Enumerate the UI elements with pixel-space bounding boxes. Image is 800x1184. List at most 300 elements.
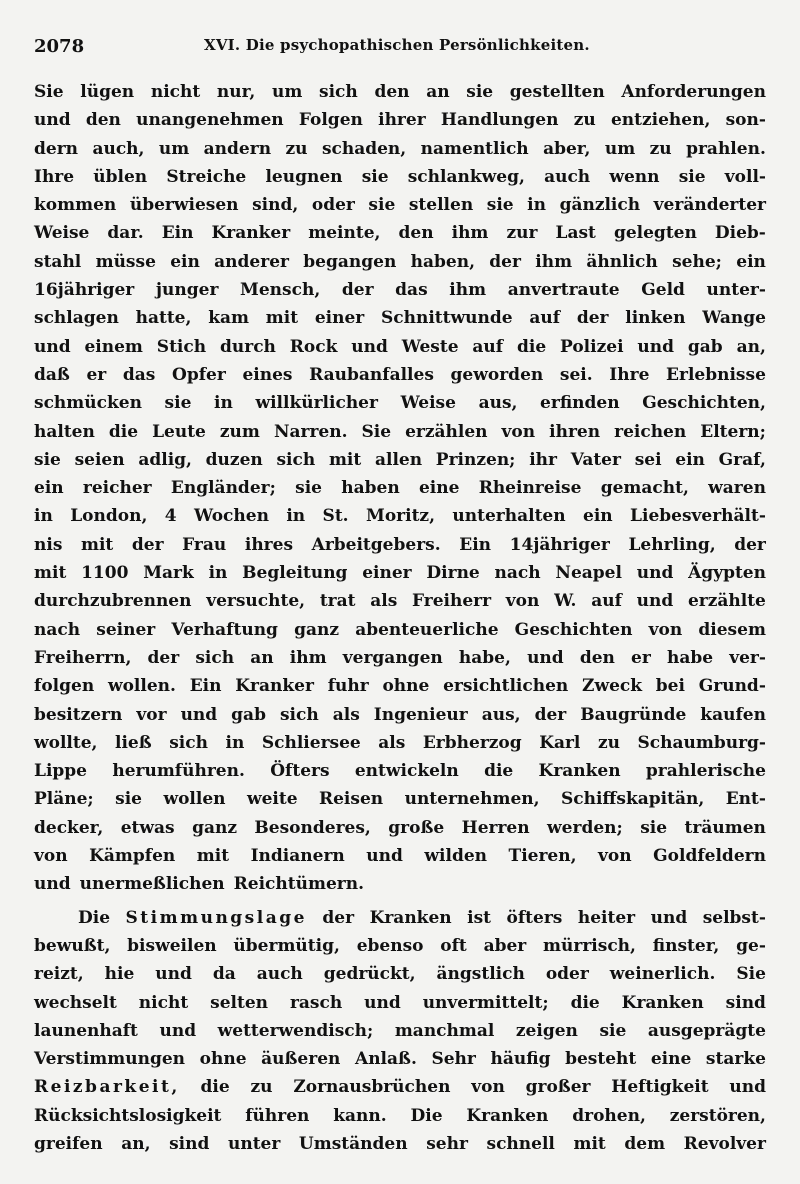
word: ihrer <box>378 110 426 131</box>
word: Sie <box>34 82 64 102</box>
word: wetterwendisch; <box>217 1020 374 1041</box>
word: Die <box>410 1105 443 1126</box>
word: besitzern <box>34 704 123 725</box>
word: um <box>604 138 636 159</box>
word: reicher <box>82 478 152 499</box>
word: Dirne <box>426 563 480 584</box>
word: ver- <box>729 647 766 668</box>
word: abenteuerliche <box>355 619 499 640</box>
word: adlig, <box>138 449 192 470</box>
word: Zweck <box>582 676 643 697</box>
word: sie <box>466 82 494 102</box>
word: und <box>351 336 388 357</box>
word: das <box>122 364 156 385</box>
word: ein <box>736 251 766 272</box>
word: und <box>34 110 71 131</box>
word: W. <box>554 591 577 612</box>
word: Weise <box>400 393 456 414</box>
word: Streiche <box>166 166 247 187</box>
text-line <box>34 135 766 163</box>
word: prahlerische <box>645 761 766 782</box>
word: entziehen, <box>610 110 711 131</box>
word: wenn <box>609 166 660 187</box>
word: und <box>364 992 401 1013</box>
word: sich <box>276 449 316 470</box>
word: schmücken <box>34 393 142 414</box>
text-line <box>34 219 766 247</box>
word: ihren <box>549 421 601 442</box>
word: wollte, <box>34 732 98 753</box>
word: unter <box>227 1133 281 1154</box>
word: lügen <box>80 82 135 102</box>
word: wechselt <box>34 992 117 1013</box>
text-line <box>34 644 766 672</box>
word: und <box>155 964 192 985</box>
word: Ingenieur <box>373 704 468 725</box>
word: Revolver <box>683 1133 766 1154</box>
word: an, <box>121 1133 151 1154</box>
word: erzählte <box>687 591 766 612</box>
word: Engländer; <box>170 478 276 499</box>
word: Raubanfalles <box>309 364 434 385</box>
word: versuchte, <box>206 591 306 612</box>
word: Karl <box>539 732 581 753</box>
word: ähnlich <box>586 251 658 272</box>
word: 4 <box>164 506 177 527</box>
word: zu <box>649 138 672 159</box>
text-line <box>34 531 766 559</box>
word: die <box>484 761 514 782</box>
word: die <box>200 1077 230 1098</box>
word: besteht <box>565 1049 637 1070</box>
word: andern <box>203 138 272 159</box>
word: erfinden <box>540 393 620 414</box>
word: Schiffskapitän, <box>560 789 705 810</box>
text-line <box>34 361 766 389</box>
text-line <box>34 904 766 932</box>
word: voll- <box>724 166 766 187</box>
text-line <box>34 587 766 615</box>
word: duzen <box>205 449 263 470</box>
word: zu <box>285 138 308 159</box>
word: Ein <box>189 676 222 697</box>
word: finster, <box>652 935 720 956</box>
word: zu <box>573 110 596 131</box>
word: aber <box>483 935 527 956</box>
word: auch <box>256 964 303 985</box>
word: seien <box>74 449 125 470</box>
word: sehe; <box>672 251 722 272</box>
word: und <box>34 336 71 357</box>
text-line <box>34 191 766 219</box>
word: von <box>598 846 632 867</box>
word: 1100 <box>81 563 129 584</box>
word: Freiherr <box>411 591 492 612</box>
word: Tieren, <box>508 846 577 867</box>
word: Rücksichtslosigkeit <box>34 1105 222 1126</box>
word: gänzlich <box>559 195 641 216</box>
word: schaden, <box>321 138 407 159</box>
word: weite <box>246 789 298 810</box>
word: mit <box>80 534 114 555</box>
word: vor <box>136 704 167 725</box>
word: ängstlich <box>436 964 525 985</box>
word: Baugründe <box>580 704 687 725</box>
text-line <box>34 333 766 361</box>
word: an, <box>736 336 766 357</box>
word: sie <box>678 166 706 187</box>
word: Eltern; <box>700 421 766 442</box>
word: ebenso <box>356 935 424 956</box>
word: träumen <box>684 817 766 838</box>
word: sie <box>640 817 668 838</box>
word: unterhalten <box>452 506 566 527</box>
word: ist <box>467 907 492 928</box>
word: müsse <box>95 251 156 272</box>
word: bei <box>655 676 685 697</box>
word: geworden <box>450 364 544 385</box>
word: einer <box>314 308 365 329</box>
word: oder <box>545 964 589 985</box>
word: heiter <box>577 907 636 928</box>
word: eines <box>242 364 293 385</box>
word: den <box>85 110 121 131</box>
word: ein <box>583 506 613 527</box>
running-head: XVI. Die psychopathischen Persönlichkeiten. <box>204 36 590 54</box>
word: veränderter <box>653 195 766 216</box>
word: Lippe <box>34 761 88 782</box>
word: Pläne; <box>34 789 94 810</box>
word: launenhaft <box>34 1020 138 1041</box>
word: und <box>34 874 71 895</box>
word: Moritz, <box>366 506 435 527</box>
word: er <box>86 364 107 385</box>
word: Ihre <box>609 364 650 385</box>
word: selbst- <box>702 907 766 928</box>
text-line <box>34 304 766 332</box>
word: London, <box>70 506 148 527</box>
word: den <box>398 223 434 244</box>
text-line <box>34 389 766 417</box>
word: ohne <box>382 676 430 697</box>
word: stahl <box>34 251 82 272</box>
word: reizt, <box>34 964 84 985</box>
word: schnell <box>486 1133 555 1154</box>
word: Stimmungslage <box>125 907 307 928</box>
word: allen <box>374 449 423 470</box>
word: Kranken <box>538 761 621 782</box>
word: namentlich <box>420 138 529 159</box>
word: Grund- <box>698 676 766 697</box>
word: an <box>426 82 450 102</box>
word: Reisen <box>318 789 384 810</box>
text-line <box>34 446 766 474</box>
word: Ägypten <box>688 563 766 584</box>
word: selten <box>210 992 268 1013</box>
word: Stich <box>156 336 207 357</box>
word: hatte, <box>135 308 192 329</box>
page-body <box>34 78 766 1158</box>
word: Folgen <box>298 110 363 131</box>
word: eine <box>418 478 460 499</box>
word: leugnen <box>265 166 343 187</box>
word: sie <box>115 789 143 810</box>
word: das <box>395 280 428 301</box>
text-line <box>34 559 766 587</box>
paragraph <box>34 904 766 1159</box>
word: bewußt, <box>34 935 111 956</box>
word: aus, <box>478 393 518 414</box>
text-line <box>34 1073 766 1101</box>
word: sie <box>368 195 396 216</box>
word: Erlebnisse <box>666 364 766 385</box>
word: weinerlich. <box>609 964 716 985</box>
word: kommen <box>34 195 117 216</box>
word: Verhaftung <box>171 619 278 640</box>
text-line <box>34 1102 766 1130</box>
word: Besonderes, <box>254 817 371 838</box>
word: mürrisch, <box>543 935 636 956</box>
word: und <box>366 846 403 867</box>
word: nicht <box>138 992 189 1013</box>
text-line <box>34 418 766 446</box>
word: Geschichten, <box>642 393 766 414</box>
word: anvertraute <box>507 280 620 301</box>
word: einer <box>362 563 412 584</box>
word: Rock <box>289 336 338 357</box>
word: Schaumburg- <box>637 732 766 753</box>
word: der <box>734 534 766 555</box>
word: Schliersee <box>261 732 361 753</box>
text-line <box>34 1045 766 1073</box>
word: häufig <box>490 1049 551 1070</box>
word: Kranken <box>466 1105 549 1126</box>
word: schlankweg, <box>407 166 525 187</box>
word: überwiesen <box>129 195 239 216</box>
text-line <box>34 960 766 988</box>
word: der <box>322 907 355 928</box>
word: sie <box>164 393 192 414</box>
word: Wange <box>702 308 766 329</box>
word: sie <box>486 195 514 216</box>
word: Freiherrn, <box>34 647 132 668</box>
word: Ent- <box>725 789 766 810</box>
word: folgen <box>34 676 95 697</box>
word: zu <box>597 732 620 753</box>
word: durchzubrennen <box>34 591 192 612</box>
word: zerstören, <box>669 1105 766 1126</box>
word: um <box>271 82 303 102</box>
word: wollen. <box>107 676 176 697</box>
word: aber, <box>543 138 591 159</box>
word: entwickeln <box>354 761 459 782</box>
word: sei. <box>559 364 593 385</box>
word: son- <box>725 110 766 131</box>
word: Prinzen; <box>435 449 516 470</box>
text-line <box>34 248 766 276</box>
word: Begleitung <box>242 563 348 584</box>
word: großer <box>525 1077 591 1098</box>
word: seiner <box>96 619 156 640</box>
word: wilden <box>424 846 488 867</box>
word: unternehmen, <box>404 789 540 810</box>
word: ganz <box>294 619 340 640</box>
word: ohne <box>199 1049 247 1070</box>
word: in <box>34 506 53 527</box>
word: gemacht, <box>600 478 689 499</box>
text-line <box>34 474 766 502</box>
word: sie <box>599 1020 627 1041</box>
word: der <box>576 308 609 329</box>
word: Graf, <box>718 449 766 470</box>
word: gab <box>231 704 266 725</box>
text-line <box>34 842 766 870</box>
text-line <box>34 932 766 960</box>
word: Handlungen <box>440 110 559 131</box>
word: gab <box>687 336 723 357</box>
word: den <box>579 647 615 668</box>
word: greifen <box>34 1133 103 1154</box>
word: begangen <box>303 251 397 272</box>
text-line <box>34 701 766 729</box>
word: in <box>208 563 228 584</box>
word: Reizbarkeit, <box>34 1077 180 1098</box>
word: ein <box>675 449 705 470</box>
word: ausgeprägte <box>647 1020 766 1041</box>
word: und <box>159 1020 197 1041</box>
word: diesem <box>698 619 766 640</box>
word: in <box>214 393 233 414</box>
word: Öfters <box>270 761 330 782</box>
word: und <box>636 563 674 584</box>
word: bisweilen <box>127 935 217 956</box>
word: als <box>332 704 360 725</box>
word: nach <box>34 619 81 640</box>
word: den <box>374 82 410 102</box>
word: daß <box>34 364 70 385</box>
word: Kranken <box>621 992 704 1013</box>
text-line <box>34 276 766 304</box>
word: sei <box>634 449 662 470</box>
word: nicht <box>150 82 201 102</box>
word: unangenehmen <box>136 110 284 131</box>
text-line <box>34 106 766 134</box>
word: öfters <box>506 907 563 928</box>
word: Herren <box>461 817 530 838</box>
word: gedrückt, <box>323 964 416 985</box>
text-line <box>34 502 766 530</box>
word: dern <box>34 138 79 159</box>
word: ließ <box>115 732 152 753</box>
word: die <box>570 992 600 1013</box>
text-line <box>34 78 766 106</box>
word: reichen <box>614 421 687 442</box>
word: starke <box>705 1049 766 1070</box>
word: zur <box>506 223 538 244</box>
word: unter- <box>706 280 766 301</box>
word: von <box>505 591 540 612</box>
text-line <box>34 729 766 757</box>
word: ihm <box>289 647 327 668</box>
word: dar. <box>107 223 144 244</box>
word: vergangen <box>342 647 443 668</box>
word: Weise <box>34 223 90 244</box>
word: ihm <box>449 280 487 301</box>
text-line <box>34 672 766 700</box>
word: Mark <box>143 563 194 584</box>
text-line <box>34 870 766 898</box>
word: Geschichten <box>514 619 633 640</box>
word: große <box>388 817 445 838</box>
word: übermütig, <box>233 935 340 956</box>
text-line <box>34 1130 766 1158</box>
word: die <box>108 421 139 442</box>
word: Erbherzog <box>422 732 522 753</box>
word: waren <box>708 478 766 499</box>
page-header <box>34 36 766 60</box>
word: haben, <box>410 251 475 272</box>
word: üblen <box>93 166 148 187</box>
word: die <box>516 336 547 357</box>
word: oder <box>311 195 355 216</box>
word: zum <box>219 421 260 442</box>
word: in <box>527 195 546 216</box>
word: Lehrling, <box>628 534 716 555</box>
word: sind <box>725 992 766 1013</box>
word: ein <box>34 478 64 499</box>
word: Ihre <box>34 166 75 187</box>
word: ihm <box>451 223 489 244</box>
text-line <box>34 785 766 813</box>
text-line <box>34 757 766 785</box>
word: von <box>471 1077 505 1098</box>
paragraph <box>34 78 766 899</box>
word: auf <box>472 336 504 357</box>
word: dem <box>624 1133 666 1154</box>
word: 16jähriger <box>34 280 135 301</box>
word: ein <box>170 251 200 272</box>
word: Vater <box>570 449 621 470</box>
word: Ein <box>161 223 194 244</box>
word: willkürlicher <box>255 393 378 414</box>
word: linken <box>625 308 686 329</box>
word: Umständen <box>298 1133 408 1154</box>
word: Ein <box>459 534 492 555</box>
word: mit <box>573 1133 606 1154</box>
word: Kämpfen <box>89 846 176 867</box>
word: als <box>370 591 398 612</box>
word: sich <box>169 732 208 753</box>
word: wollen <box>163 789 226 810</box>
word: Sie <box>736 964 766 985</box>
word: und <box>650 907 688 928</box>
word: Leute <box>152 421 206 442</box>
word: und <box>180 704 218 725</box>
word: der <box>147 647 180 668</box>
word: auch, <box>92 138 145 159</box>
text-line <box>34 989 766 1017</box>
word: Geld <box>641 280 685 301</box>
word: ihm <box>535 251 573 272</box>
word: Verstimmungen <box>34 1049 186 1070</box>
word: nach <box>494 563 541 584</box>
word: der <box>341 280 374 301</box>
word: und <box>527 647 564 668</box>
word: sich <box>195 647 235 668</box>
word: sind, <box>252 195 299 216</box>
word: ihres <box>244 534 294 555</box>
word: zeigen <box>515 1020 578 1041</box>
